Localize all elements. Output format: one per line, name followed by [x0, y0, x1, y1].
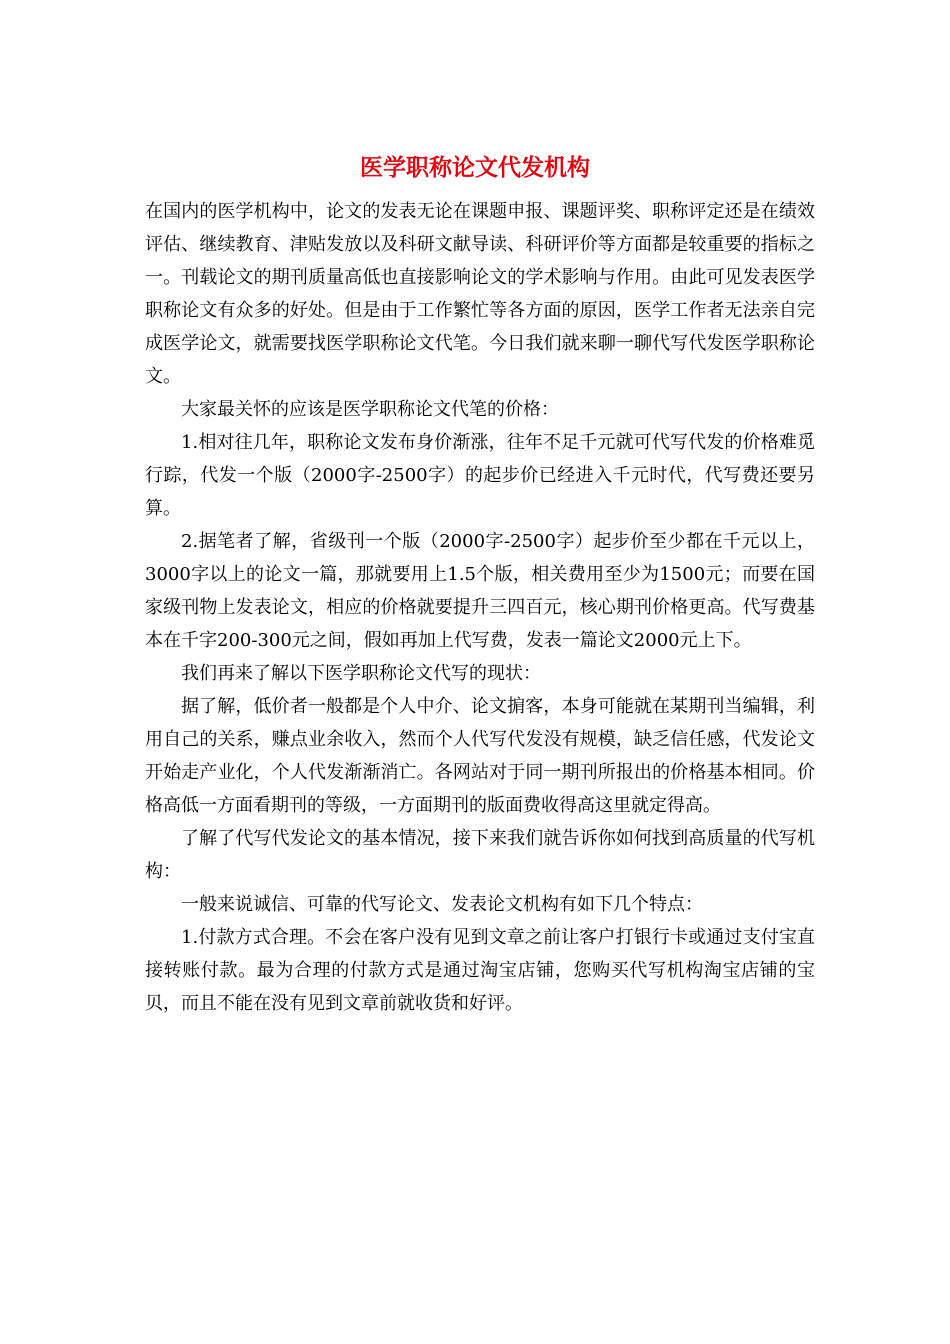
paragraph-price-heading: 大家最关怀的应该是医学职称论文代笔的价格：: [181, 399, 559, 420]
document-title: 医学职称论文代发机构: [360, 154, 590, 181]
paragraph-find-agency: 了解了代写代发论文的基本情况，接下来我们就告诉你如何找到高质量的代写机构：: [145, 828, 815, 882]
paragraph-price-point-2: 2.据笔者了解，省级刊一个版（2000字-2500字）起步价至少都在千元以上，3000字以上的论文一篇，那就要用上1.5个版，相关费用至少为1500元；而要在国家级刊物上发表论文，相应的价格就要提升三四百元，核心期刊价格更高。代写费基本在千字200-300元之间，假如再加上代写费，发表一篇论文2000元上下。: [145, 531, 815, 651]
paragraph-intro: 在国内的医学机构中，论文的发表无论在课题申报、课题评奖、职称评定还是在绩效评估、继续教育、津贴发放以及科研文献导读、科研评价等方面都是较重要的指标之一。刊载论文的期刊质量高低也直接影响论文的学术影响与作用。由此可见发表医学职称论文有众多的好处。但是由于工作繁忙等各方面的原因，医学工作者无法亲自完成医学论文，就需要找医学职称论文代笔。今日我们就来聊一聊代写代发医学职称论文。: [145, 201, 815, 387]
paragraph-trait-1: 1.付款方式合理。不会在客户没有见到文章之前让客户打银行卡或通过支付宝直接转账付款。最为合理的付款方式是通过淘宝店铺，您购买代写机构淘宝店铺的宝贝，而且不能在没有见到文章前就收货和好评。: [145, 927, 815, 1014]
paragraph-price-point-1: 1.相对往几年，职称论文发布身价渐涨，往年不足千元就可代写代发的价格难觅行踪，代发一个版（2000字-2500字）的起步价已经进入千元时代，代写费还要另算。: [145, 432, 815, 519]
paragraph-status-heading: 我们再来了解以下医学职称论文代写的现状：: [181, 663, 541, 684]
paragraph-status-detail: 据了解，低价者一般都是个人中介、论文掮客，本身可能就在某期刊当编辑，利用自己的关系，赚点业余收入，然而个人代写代发没有规模，缺乏信任感，代发论文开始走产业化，个人代发渐渐消亡。各网站对于同一期刊所报出的价格基本相同。价格高低一方面看期刊的等级，一方面期刊的版面费收得高这里就定得高。: [145, 696, 815, 816]
paragraph-traits-heading: 一般来说诚信、可靠的代写论文、发表论文机构有如下几个特点：: [181, 894, 703, 915]
document-body: [145, 195, 815, 1020]
